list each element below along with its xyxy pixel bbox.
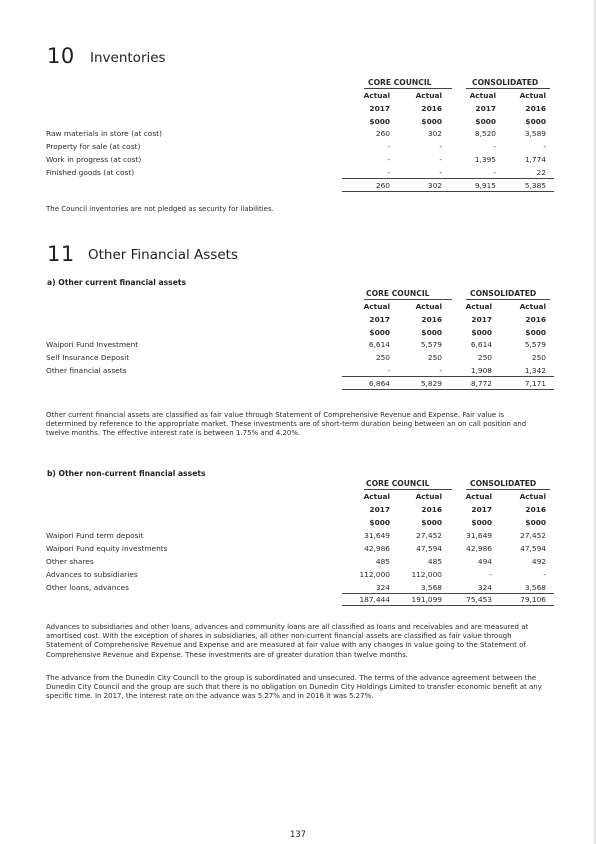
cell-value: - xyxy=(439,366,442,375)
column-header: 2016 xyxy=(525,505,546,514)
total-line-bottom xyxy=(342,605,554,606)
group-header-core-council: CORE COUNCIL xyxy=(366,289,430,298)
column-header: $000 xyxy=(369,518,390,527)
cell-value: 324 xyxy=(375,583,390,592)
inventories-table xyxy=(46,78,554,196)
note-line: twelve months. The effective interest rate is between 1.75% and 4.20%. xyxy=(46,429,301,438)
cell-value: - xyxy=(387,168,390,177)
cell-value: - xyxy=(543,142,546,151)
column-header: Actual xyxy=(465,492,492,501)
non-current-financial-assets-table xyxy=(46,479,554,607)
group-header-core-council: CORE COUNCIL xyxy=(368,78,432,87)
column-header-row-1 xyxy=(46,302,554,314)
inventories-note: The Council inventories are not pledged as security for liabilities. xyxy=(46,205,274,213)
total-line-bottom xyxy=(342,191,554,192)
column-header-row-3 xyxy=(46,117,554,129)
row-label: Finished goods (at cost) xyxy=(46,168,135,177)
table-row xyxy=(46,531,554,543)
section-10-number: 10 xyxy=(47,44,75,68)
total-value: 187,444 xyxy=(359,595,390,604)
cell-value: 485 xyxy=(427,557,442,566)
column-header: $000 xyxy=(369,117,390,126)
section-11-number: 11 xyxy=(47,242,75,266)
column-header: 2016 xyxy=(421,104,442,113)
group-header-consolidated: CONSOLIDATED xyxy=(472,78,539,87)
section-10-title: Inventories xyxy=(90,50,166,66)
table-row xyxy=(46,340,554,352)
cell-value: 6,614 xyxy=(470,340,492,349)
cell-value: 3,589 xyxy=(524,129,546,138)
cell-value: 47,594 xyxy=(520,544,546,553)
row-label: Self Insurance Deposit xyxy=(46,353,130,362)
cell-value: - xyxy=(439,142,442,151)
column-header: Actual xyxy=(415,302,442,311)
cell-value: 250 xyxy=(477,353,492,362)
column-header: Actual xyxy=(363,302,390,311)
table-row xyxy=(46,142,554,154)
row-label: Raw materials in store (at cost) xyxy=(46,129,162,138)
note-line: Dunedin City Council and the group are such that there is no obligation on Dunedin City Holdings Limited to transfer economic benefit at any xyxy=(46,683,542,692)
row-label: Waipori Fund Investment xyxy=(46,340,139,349)
subsection-b-heading: b) Other non-current financial assets xyxy=(47,469,206,478)
column-header-row-3 xyxy=(46,518,554,530)
total-value: 7,171 xyxy=(524,379,546,388)
column-header: 2016 xyxy=(421,315,442,324)
column-header: 2016 xyxy=(421,505,442,514)
cell-value: 112,000 xyxy=(411,570,442,579)
column-header: $000 xyxy=(471,328,492,337)
cell-value: 42,986 xyxy=(466,544,492,553)
column-header: Actual xyxy=(363,492,390,501)
note-line: specific time. In 2017, the interest rate on the advance was 5.27% and in 2016 it was 5.27%. xyxy=(46,692,374,701)
row-label: Other financial assets xyxy=(46,366,127,375)
column-header: 2017 xyxy=(369,315,390,324)
cell-value: - xyxy=(543,570,546,579)
note-line: Advances to subsidiaries and other loans, advances and community loans are all classified as loans and receivables and are measured at xyxy=(46,623,529,631)
column-header-row-1 xyxy=(46,492,554,504)
column-header-row-3 xyxy=(46,328,554,340)
total-line-bottom xyxy=(342,389,554,390)
cell-value: 485 xyxy=(375,557,390,566)
cell-value: 47,594 xyxy=(416,544,442,553)
group-header-consolidated: CONSOLIDATED xyxy=(470,289,537,298)
cell-value: - xyxy=(387,366,390,375)
total-value: 5,385 xyxy=(524,181,546,190)
page-number: 137 xyxy=(290,829,306,839)
column-header: $000 xyxy=(369,328,390,337)
column-header: 2017 xyxy=(471,505,492,514)
column-header-row-2 xyxy=(46,315,554,327)
column-header: 2017 xyxy=(471,315,492,324)
cell-value: 27,452 xyxy=(520,531,546,540)
row-label: Advances to subsidiaries xyxy=(46,570,138,579)
cell-value: 324 xyxy=(477,583,492,592)
total-value: 191,099 xyxy=(411,595,442,604)
column-header-row-1 xyxy=(46,91,554,103)
column-header: $000 xyxy=(421,518,442,527)
table-row xyxy=(46,129,554,141)
column-header: 2016 xyxy=(525,104,546,113)
cell-value: 5,579 xyxy=(420,340,442,349)
column-header: 2017 xyxy=(475,104,496,113)
non-current-assets-note xyxy=(46,623,551,660)
column-header: Actual xyxy=(519,302,546,311)
cell-value: 250 xyxy=(427,353,442,362)
cell-value: 1,395 xyxy=(474,155,496,164)
column-header: Actual xyxy=(519,492,546,501)
total-value: 9,915 xyxy=(474,181,496,190)
note-line: amortised cost. With the exception of shares in subsidiaries, all other non-current financial assets are classified as fair value through xyxy=(46,632,512,641)
table-row xyxy=(46,570,554,582)
cell-value: - xyxy=(493,142,496,151)
row-label: Work in progress (at cost) xyxy=(46,155,142,164)
column-header: $000 xyxy=(525,518,546,527)
total-value: 302 xyxy=(427,181,442,190)
cell-value: 3,568 xyxy=(420,583,442,592)
row-label: Waipori Fund term deposit xyxy=(46,531,144,540)
column-header: $000 xyxy=(421,117,442,126)
total-value: 260 xyxy=(375,181,390,190)
cell-value: - xyxy=(439,168,442,177)
table-row xyxy=(46,155,554,167)
column-header: $000 xyxy=(475,117,496,126)
cell-value: 302 xyxy=(427,129,442,138)
cell-value: 494 xyxy=(477,557,492,566)
cell-value: 31,649 xyxy=(466,531,492,540)
table-row xyxy=(46,544,554,556)
group-header-consolidated: CONSOLIDATED xyxy=(470,479,537,488)
total-value: 6,864 xyxy=(368,379,390,388)
cell-value: - xyxy=(439,155,442,164)
column-header: Actual xyxy=(519,91,546,100)
total-value: 5,829 xyxy=(420,379,442,388)
current-financial-assets-table xyxy=(46,289,554,393)
cell-value: 31,649 xyxy=(364,531,390,540)
total-line-top xyxy=(342,376,554,377)
cell-value: 112,000 xyxy=(359,570,390,579)
cell-value: 260 xyxy=(375,129,390,138)
cell-value: 1,342 xyxy=(524,366,546,375)
note-line: Other current financial assets are classified as fair value through Statement of Comprehensive Revenue and Expense. Fair value is xyxy=(46,411,505,419)
column-header: 2017 xyxy=(369,104,390,113)
note-line: The advance from the Dunedin City Council to the group is subordinated and unsecured. The terms of the advance agreement between the xyxy=(46,674,537,682)
cell-value: 6,614 xyxy=(368,340,390,349)
table-row xyxy=(46,353,554,365)
column-header: Actual xyxy=(363,91,390,100)
cell-value: - xyxy=(493,168,496,177)
table-row xyxy=(46,557,554,569)
row-label: Other shares xyxy=(46,557,94,566)
column-header: $000 xyxy=(471,518,492,527)
column-header: $000 xyxy=(525,328,546,337)
column-header-row-2 xyxy=(46,104,554,116)
cell-value: 250 xyxy=(531,353,546,362)
cell-value: 5,579 xyxy=(524,340,546,349)
note-line: Comprehensive Revenue and Expense. These investments are of greater duration than twelve months. xyxy=(46,650,409,659)
cell-value: 8,520 xyxy=(474,129,496,138)
subsection-a-heading: a) Other current financial assets xyxy=(47,278,187,287)
cell-value: 1,774 xyxy=(524,155,546,164)
column-header: $000 xyxy=(525,117,546,126)
cell-value: 42,986 xyxy=(364,544,390,553)
note-line: determined by reference to the appropriate market. These investments are of short-term duration being between an on call position and xyxy=(46,420,527,429)
cell-value: 3,568 xyxy=(524,583,546,592)
cell-value: 27,452 xyxy=(416,531,442,540)
total-value: 75,453 xyxy=(466,595,492,604)
total-value: 79,106 xyxy=(520,595,546,604)
cell-value: - xyxy=(489,570,492,579)
row-label: Waipori Fund equity investments xyxy=(46,544,168,553)
column-header: Actual xyxy=(415,91,442,100)
column-header: Actual xyxy=(469,91,496,100)
cell-value: 1,908 xyxy=(470,366,492,375)
cell-value: 492 xyxy=(531,557,546,566)
column-header: Actual xyxy=(415,492,442,501)
column-header: 2017 xyxy=(369,505,390,514)
total-value: 8,772 xyxy=(470,379,492,388)
column-header: Actual xyxy=(465,302,492,311)
total-line-top xyxy=(342,593,554,594)
cell-value: 22 xyxy=(536,168,546,177)
total-line-top xyxy=(342,178,554,179)
cell-value: - xyxy=(387,142,390,151)
cell-value: 250 xyxy=(375,353,390,362)
cell-value: - xyxy=(387,155,390,164)
section-11-title: Other Financial Assets xyxy=(88,247,238,263)
note-line: Statement of Comprehensive Revenue and Expense and are measured at fair value with any changes in value going to the Statement of xyxy=(46,641,526,650)
column-header: 2016 xyxy=(525,315,546,324)
group-header-core-council: CORE COUNCIL xyxy=(366,479,430,488)
row-label: Property for sale (at cost) xyxy=(46,142,141,151)
column-header: $000 xyxy=(421,328,442,337)
column-header-row-2 xyxy=(46,505,554,517)
advance-note xyxy=(46,674,551,702)
current-assets-note xyxy=(46,411,551,439)
row-label: Other loans, advances xyxy=(46,583,129,592)
